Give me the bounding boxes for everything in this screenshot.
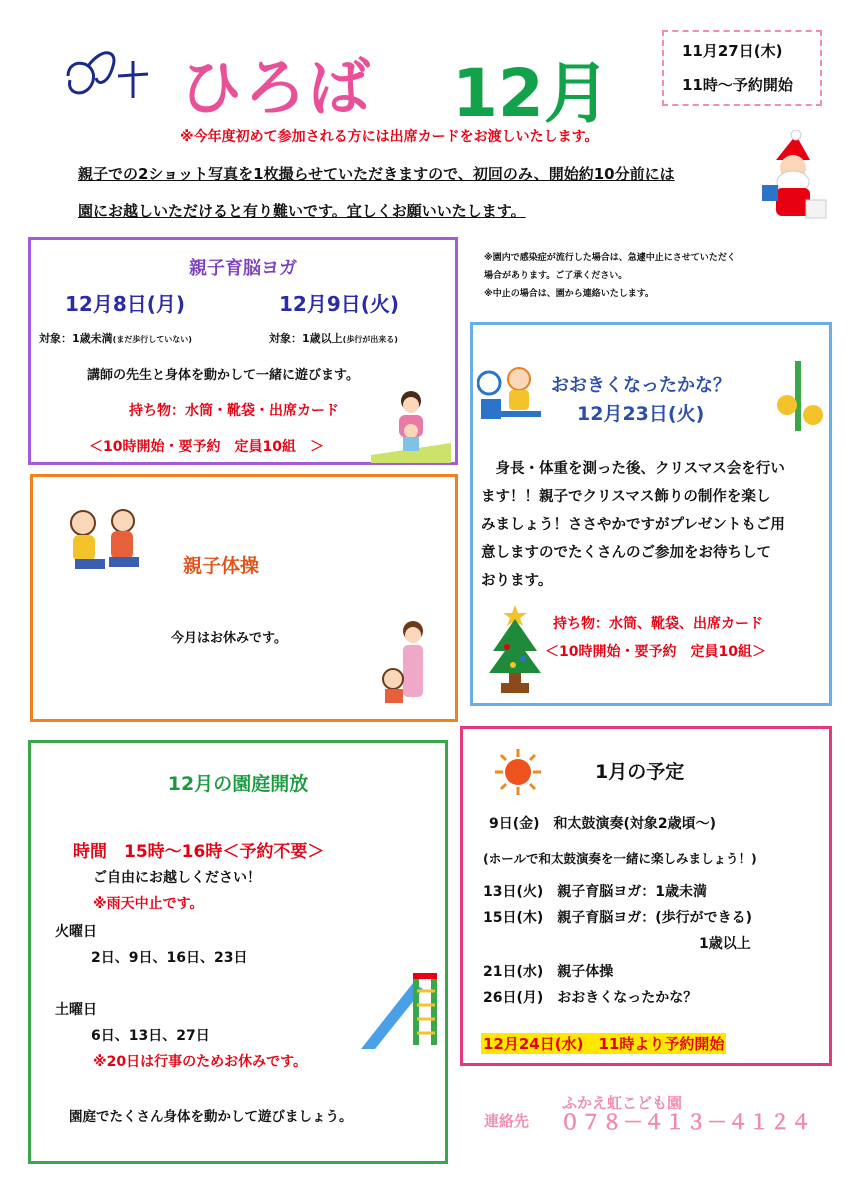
page-title: ひろば bbox=[180, 51, 373, 124]
january-item-5: 26日(月) おおきくなったかな？ bbox=[483, 990, 698, 1006]
notice-line2: 親子での2ショット写真を1枚撮らせていただきますので、初回のみ、開始約10分前には bbox=[78, 165, 675, 183]
garden-sat-label: 土曜日 bbox=[55, 1002, 97, 1018]
logo bbox=[58, 36, 158, 106]
yoga-date-2: 12月9日(火) bbox=[279, 292, 400, 316]
january-item-3b: 1歳以上 bbox=[699, 936, 751, 952]
ookiku-items: 持ち物：水筒、靴袋、出席カード bbox=[553, 616, 763, 632]
garden-section bbox=[28, 740, 448, 1164]
caution-line2: 場合があります。ご了承ください。 bbox=[484, 271, 628, 281]
yoga-target-1 bbox=[39, 330, 192, 346]
ookiku-illustration-left bbox=[477, 355, 547, 425]
garden-sat-dates: 6日、13日、27日 bbox=[91, 1028, 210, 1044]
yoga-illustration bbox=[371, 385, 451, 463]
january-reserve: 12月24日(水) 11時より予約開始 bbox=[483, 1035, 725, 1053]
january-section bbox=[460, 726, 832, 1066]
yoga-items: 持ち物：水筒・靴袋・出席カード bbox=[129, 403, 339, 419]
notice-line3: 園にお越しいただけると有り難いです。宜しくお願いいたします。 bbox=[78, 202, 526, 220]
yoga-info: ＜10時開始・要予約 定員10組 ＞ bbox=[89, 439, 324, 455]
santa-illustration bbox=[758, 130, 828, 225]
contact-phone: ０７８－４１３－４１２４ bbox=[560, 1110, 812, 1134]
garden-title: 12月の園庭開放 bbox=[167, 773, 309, 795]
garden-time: 時間 15時～16時＜予約不要＞ bbox=[73, 842, 325, 862]
christmas-tree-illustration bbox=[485, 601, 545, 697]
yoga-target-2-main: 対象：1歳以上 bbox=[269, 332, 343, 345]
caution-line1: ※園内で感染症が流行した場合は、急遽中止にさせていただく bbox=[484, 253, 736, 263]
january-item-2: 13日(火) 親子育脳ヨガ：1歳未満 bbox=[483, 884, 708, 900]
ookiku-date: 12月23日(火) bbox=[577, 403, 705, 425]
reservation-time: 11時～予約開始 bbox=[682, 76, 793, 94]
january-item-4: 21日(水) 親子体操 bbox=[483, 964, 614, 980]
january-item-1-note: (ホールで和太鼓演奏を一緒に楽しみましょう！) bbox=[483, 851, 757, 866]
january-title: 1月の予定 bbox=[595, 761, 685, 783]
ookiku-title: おおきくなったかな？ bbox=[551, 375, 731, 396]
january-item-1: 9日(金) 和太鼓演奏(対象2歳頃～) bbox=[489, 816, 717, 832]
notice-line1: ※今年度初めて参加される方には出席カードをお渡しいたします。 bbox=[180, 129, 599, 145]
school-name: ふかえ虹こども園 bbox=[562, 1094, 683, 1112]
yoga-date-1: 12月8日(月) bbox=[65, 292, 186, 316]
ookiku-section bbox=[470, 322, 832, 706]
slide-illustration bbox=[357, 971, 447, 1051]
yoga-section bbox=[28, 237, 458, 465]
yoga-target-2-note: (歩行が出来る) bbox=[342, 335, 398, 344]
ookiku-body-line-1: 身長・体重を測った後、クリスマス会を行い bbox=[481, 461, 785, 477]
page-month: 12月 bbox=[452, 55, 610, 132]
caution-line3: ※中止の場合は、園から連絡いたします。 bbox=[484, 289, 655, 299]
garden-free: ご自由にお越しください！ bbox=[93, 870, 261, 886]
taiso-illustration-2 bbox=[373, 617, 443, 717]
yoga-title: 親子育脳ヨガ bbox=[189, 258, 297, 279]
reservation-date: 11月27日(木) bbox=[682, 42, 783, 60]
yoga-target-2 bbox=[269, 330, 398, 346]
ookiku-illustration-right bbox=[773, 357, 831, 433]
yoga-description: 講師の先生と身体を動かして一緒に遊びます。 bbox=[87, 368, 359, 383]
taiso-illustration-1 bbox=[61, 501, 156, 581]
sun-icon bbox=[493, 747, 543, 797]
taiso-section bbox=[30, 474, 458, 722]
garden-tue-label: 火曜日 bbox=[55, 924, 97, 940]
january-item-3: 15日(木) 親子育脳ヨガ：(歩行ができる) bbox=[483, 910, 753, 926]
logo-drawing bbox=[58, 36, 158, 106]
reservation-box bbox=[662, 30, 822, 106]
garden-rain: ※雨天中止です。 bbox=[93, 896, 204, 912]
yoga-target-1-note: (まだ歩行していない) bbox=[112, 335, 192, 344]
garden-footer: 園庭でたくさん身体を動かして遊びましょう。 bbox=[69, 1109, 353, 1125]
ookiku-info: ＜10時開始・要予約 定員10組＞ bbox=[545, 644, 766, 660]
taiso-description: 今月はお休みです。 bbox=[171, 631, 287, 646]
ookiku-body bbox=[481, 455, 785, 595]
ookiku-body-line-5: おります。 bbox=[481, 573, 553, 589]
ookiku-body-line-2: ます！！親子でクリスマス飾りの制作を楽し bbox=[481, 489, 771, 505]
garden-sat-note: ※20日は行事のためお休みです。 bbox=[93, 1054, 307, 1070]
ookiku-body-line-4: 意しますのでたくさんのご参加をお待ちして bbox=[481, 545, 771, 561]
taiso-title: 親子体操 bbox=[183, 555, 260, 577]
ookiku-body-line-3: みましょう！ささやかですがプレゼントもご用 bbox=[481, 517, 785, 533]
yoga-target-1-main: 対象：1歳未満 bbox=[39, 332, 113, 345]
contact-label: 連絡先 bbox=[484, 1112, 530, 1130]
garden-tue-dates: 2日、9日、16日、23日 bbox=[91, 950, 248, 966]
